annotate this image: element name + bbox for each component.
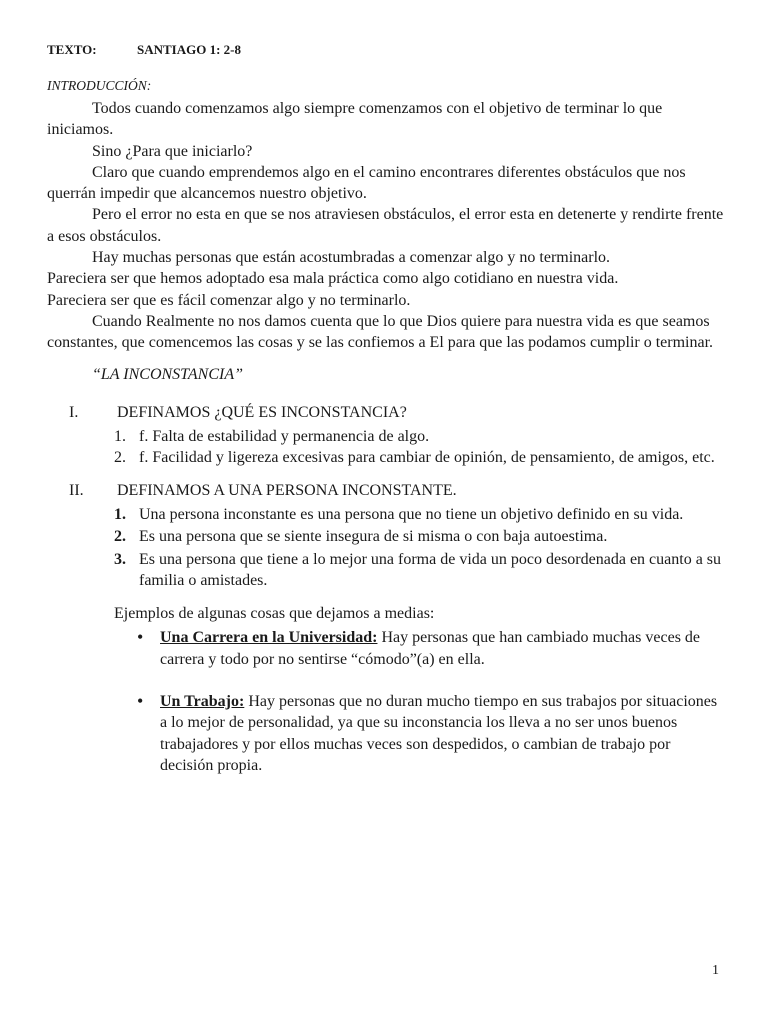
- section-title: DEFINAMOS ¿QUÉ ES INCONSTANCIA?: [117, 403, 407, 421]
- definition-list: [47, 426, 727, 469]
- intro-paragraph: Pareciera ser que es fácil comenzar algo y no terminarlo.: [47, 291, 411, 309]
- item-number: 2.: [114, 448, 126, 466]
- intro-paragraph: Pareciera ser que hemos adoptado esa mala práctica como algo cotidiano en nuestra vida.: [47, 270, 619, 288]
- scripture-header: [47, 42, 727, 64]
- bullet-label: Una Carrera en la Universidad:: [160, 629, 378, 647]
- sermon-title: “LA INCONSTANCIA”: [92, 365, 244, 383]
- person-list: [47, 504, 727, 591]
- examples-list: [47, 627, 727, 776]
- page-number: 1: [712, 963, 719, 978]
- bullet-body: Hay personas que han cambiado muchas veces de carrera y todo por no sentirse “cómodo”(a) en ella.: [160, 629, 701, 668]
- item-number: 2.: [114, 528, 126, 546]
- header-label: TEXTO:: [47, 42, 97, 57]
- list-item: [114, 549, 727, 592]
- bullet-body: Hay personas que no duran mucho tiempo en sus trabajos por situaciones a lo mejor de personalidad, ya que su inconstancia los lleva a no ser unos buenos trabajadores y por ellos muchas veces son despedidos, o cambian de trabajo por decisión propia.: [160, 692, 718, 774]
- bullet-icon: •: [137, 627, 144, 648]
- intro-paragraph: Hay muchas personas que están acostumbradas a comenzar algo y no terminarlo.: [92, 249, 611, 267]
- bullet-text: [160, 627, 727, 670]
- item-text: Una persona inconstante es una persona que no tiene un objetivo definido en su vida.: [139, 506, 684, 524]
- examples-heading: Ejemplos de algunas cosas que dejamos a medias:: [114, 605, 435, 623]
- item-text: Es una persona que se siente insegura de si misma o con baja autoestima.: [139, 528, 608, 546]
- list-item: [114, 447, 727, 468]
- bullet-text: [160, 691, 727, 776]
- section-numeral: II.: [69, 482, 84, 500]
- header-reference: SANTIAGO 1: 2-8: [137, 42, 242, 57]
- section-heading: [47, 404, 727, 426]
- bullet-icon: •: [137, 690, 144, 711]
- bullet-item: [137, 627, 727, 670]
- item-number: 1.: [114, 427, 126, 445]
- intro-paragraph: Todos cuando comenzamos algo siempre comenzamos con el objetivo de terminar lo que iniciamos.: [47, 100, 663, 139]
- list-item: [114, 426, 727, 447]
- item-text: f. Falta de estabilidad y permanencia de algo.: [139, 427, 430, 445]
- intro-section: [47, 98, 727, 354]
- section-numeral: I.: [69, 403, 79, 421]
- section-title: DEFINAMOS A UNA PERSONA INCONSTANTE.: [117, 482, 457, 500]
- section-person: [47, 482, 727, 591]
- intro-paragraph: Sino ¿Para que iniciarlo?: [92, 142, 253, 160]
- intro-paragraph: Pero el error no esta en que se nos atraviesen obstáculos, el error esta en detenerte y rendirte frente a esos obstáculos.: [47, 206, 724, 245]
- list-item: [114, 504, 727, 525]
- section-heading: [47, 482, 727, 504]
- bullet-item: [137, 691, 727, 776]
- intro-paragraph: Claro que cuando emprendemos algo en el camino encontrares diferentes obstáculos que nos querrán impedir que alcancemos nuestro objetivo.: [47, 163, 686, 203]
- intro-paragraph: Cuando Realmente no nos damos cuenta que lo que Dios quiere para nuestra vida es que seamos constantes, que comencemos las cosas y se las confiemos a El para que las podamos cumplir o terminar.: [47, 312, 714, 352]
- item-number: 3.: [114, 550, 126, 568]
- list-item: [114, 526, 727, 547]
- intro-heading: INTRODUCCIÓN:: [47, 78, 152, 93]
- document-page: [47, 42, 727, 797]
- section-definition: [47, 404, 727, 469]
- item-number: 1.: [114, 506, 126, 524]
- bullet-label: Un Trabajo:: [160, 692, 245, 710]
- item-text: f. Facilidad y ligereza excesivas para cambiar de opinión, de pensamiento, de amigos, etc.: [139, 448, 715, 466]
- item-text: Es una persona que tiene a lo mejor una forma de vida un poco desordenada en cuanto a su familia o amistades.: [139, 550, 722, 590]
